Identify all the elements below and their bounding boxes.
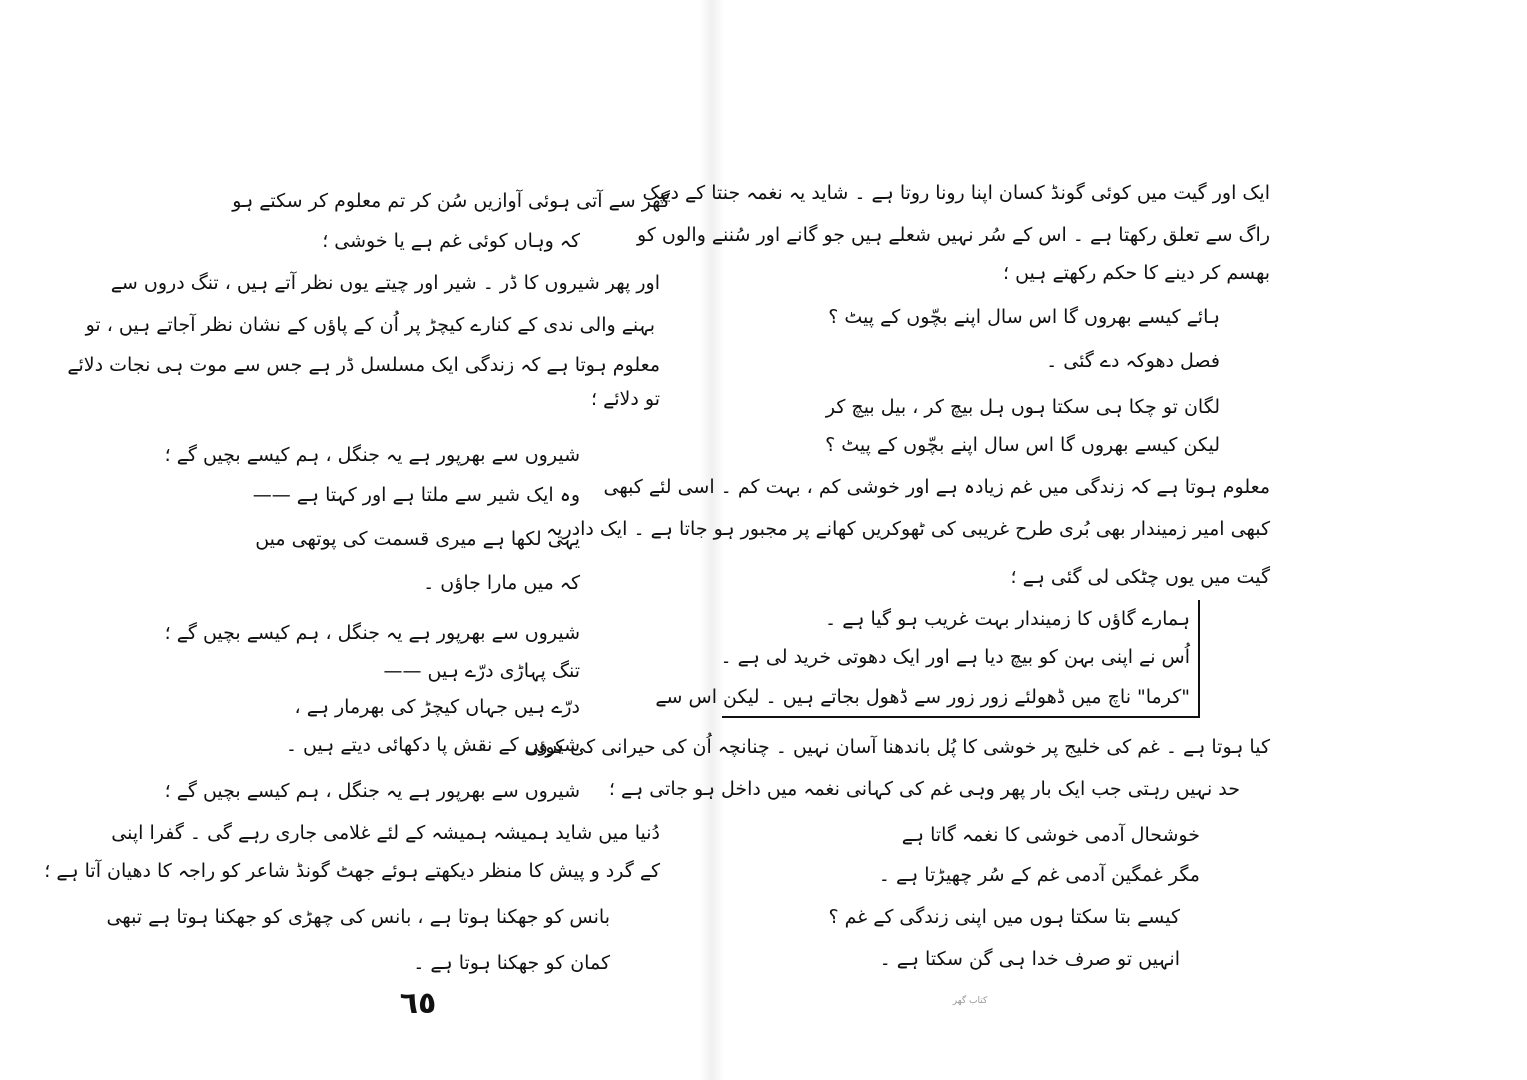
right-line-5: فصل دھوکہ دے گئی ۔ — [1046, 350, 1220, 372]
right-line-19: انہیں تو صرف خدا ہی گن سکتا ہے ۔ — [879, 948, 1180, 970]
right-line-11: ہمارے گاؤں کا زمیندار بہت غریب ہو گیا ہے ۔ — [825, 608, 1190, 630]
right-line-8: معلوم ہوتا ہے کہ زندگی میں غم زیادہ ہے اور خوشی کم ، بہت کم ۔ اسی لئے کبھی — [603, 476, 1270, 498]
left-line-8: وہ ایک شیر سے ملتا ہے اور کہتا ہے —— — [252, 484, 580, 506]
right-line-17: مگر غمگین آدمی غم کے سُر چھیڑتا ہے ۔ — [878, 864, 1200, 886]
right-line-7: لیکن کیسے بھروں گا اس سال اپنے بچّوں کے پیٹ ؟ — [825, 434, 1220, 456]
right-line-18: کیسے بتا سکتا ہوں میں اپنی زندگی کے غم ؟ — [828, 906, 1180, 928]
left-line-4: بہنے والی ندی کے کنارے کیچڑ پر اُن کے پاؤں کے نشان نظر آجاتے ہیں ، تو — [85, 314, 655, 336]
right-line-15: حد نہیں رہتی جب ایک بار پھر وہی غم کی کہانی نغمہ میں داخل ہو جاتی ہے ؛ — [608, 778, 1240, 800]
left-line-3: اور پھر شیروں کا ڈر ۔ شیر اور چیتے یوں نظر آتے ہیں ، تنگ دروں سے — [110, 272, 660, 294]
verse-underline — [722, 716, 1200, 718]
left-line-1: گھر سے آتی ہوئی آوازیں سُن کر تم معلوم کر سکتے ہو — [232, 190, 670, 212]
right-line-4: ہائے کیسے بھروں گا اس سال اپنے بچّوں کے پیٹ ؟ — [828, 306, 1220, 328]
right-line-9: کبھی امیر زمیندار بھی بُری طرح غریبی کی ٹھوکریں کھانے پر مجبور ہو جاتا ہے ۔ ایک دادریہ — [546, 518, 1270, 540]
left-line-19: کمان کو جھکنا ہوتا ہے ۔ — [413, 952, 610, 974]
left-line-5: معلوم ہوتا ہے کہ زندگی ایک مسلسل ڈر ہے جس سے موت ہی نجات دلائے — [67, 354, 660, 376]
right-line-3: بھسم کر دینے کا حکم رکھتے ہیں ؛ — [1003, 262, 1270, 284]
right-line-16: خوشحال آدمی خوشی کا نغمہ گاتا ہے — [901, 824, 1200, 846]
left-line-9: یہی لکھا ہے میری قسمت کی پوتھی میں — [255, 528, 580, 550]
left-line-16: دُنیا میں شاید ہمیشہ ہمیشہ کے لئے غلامی جاری رہے گی ۔ گفرا اپنی — [111, 822, 660, 844]
left-line-12: تنگ پہاڑی درّے ہیں —— — [383, 660, 580, 682]
left-line-18: بانس کو جھکنا ہوتا ہے ، بانس کی چھڑی کو جھکنا ہوتا ہے تبھی — [106, 906, 610, 928]
left-line-2: کہ وہاں کوئی غم ہے یا خوشی ؛ — [322, 230, 580, 252]
library-stamp: کتاب گھر — [952, 996, 988, 1006]
left-line-6: تو دلائے ؛ — [591, 388, 660, 410]
left-line-11: شیروں سے بھرپور ہے یہ جنگل ، ہم کیسے بچیں گے ؛ — [164, 622, 580, 644]
right-line-1: ایک اور گیت میں کوئی گونڈ کسان اپنا رونا روتا ہے ۔ شاید یہ نغمہ جنتا کے دیپک — [642, 182, 1270, 204]
left-line-13: درّے ہیں جہاں کیچڑ کی بھرمار ہے ، — [294, 696, 580, 718]
right-line-12: اُس نے اپنی بہن کو بیچ دیا ہے اور ایک دھوتی خرید لی ہے ۔ — [720, 646, 1190, 668]
page-number: ٦٥ — [399, 986, 437, 1021]
left-line-7: شیروں سے بھرپور ہے یہ جنگل ، ہم کیسے بچیں گے ؛ — [164, 444, 580, 466]
right-line-2: راگ سے تعلق رکھتا ہے ۔ اس کے سُر نہیں شعلے ہیں جو گانے اور سُننے والوں کو — [636, 224, 1270, 246]
right-line-14: کیا ہوتا ہے ۔ غم کی خلیج پر خوشی کا پُل باندھنا آسان نہیں ۔ چنانچہ اُن کی حیرانی کی کوئی — [524, 736, 1270, 758]
right-line-13: "کرما" ناچ میں ڈھولئے زور زور سے ڈھول بجاتے ہیں ۔ لیکن اس سے — [655, 686, 1190, 708]
left-line-10: کہ میں مارا جاؤں ۔ — [423, 572, 580, 594]
left-line-17: کے گرد و پیش کا منظر دیکھتے ہوئے جھٹ گونڈ شاعر کو راجہ کا دھیان آتا ہے ؛ — [44, 860, 660, 882]
right-line-10: گیت میں یوں چٹکی لی گئی ہے ؛ — [1010, 566, 1270, 588]
left-line-15: شیروں سے بھرپور ہے یہ جنگل ، ہم کیسے بچیں گے ؛ — [164, 780, 580, 802]
right-line-6: لگان تو چکا ہی سکتا ہوں ہل بیچ کر ، بیل بیچ کر — [825, 396, 1220, 418]
verse-side-rule — [1198, 600, 1200, 716]
left-line-14: شیروں کے نقش پا دکھائی دیتے ہیں ۔ — [285, 734, 580, 756]
